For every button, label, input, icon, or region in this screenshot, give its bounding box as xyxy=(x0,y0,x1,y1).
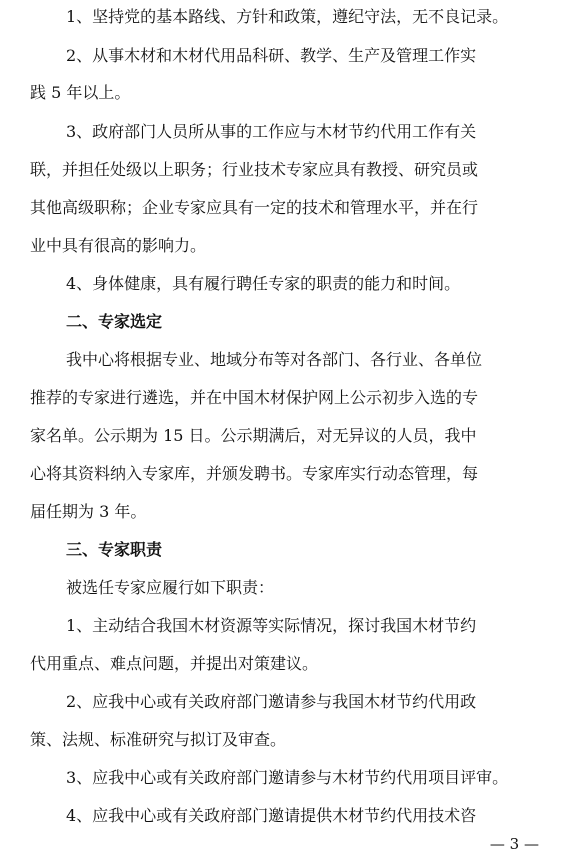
text-line: 践 5 年以上。 xyxy=(30,83,131,102)
text-line: 我中心将根据专业、地域分布等对各部门、各行业、各单位 xyxy=(66,350,483,369)
text-line: 策、法规、标准研究与拟订及审查。 xyxy=(30,730,287,749)
text-line: 代用重点、难点问题，并提出对策建议。 xyxy=(30,654,319,673)
text-line: 3、应我中心或有关政府部门邀请参与木材节约代用项目评审。 xyxy=(66,768,509,787)
section-heading: 二、专家选定 xyxy=(66,312,163,331)
text-line: 被选任专家应履行如下职责： xyxy=(66,578,275,597)
text-line: 届任期为 3 年。 xyxy=(30,502,147,521)
text-line: 2、从事木材和木材代用品科研、教学、生产及管理工作实 xyxy=(66,46,477,65)
text-line: 2、应我中心或有关政府部门邀请参与我国木材节约代用政 xyxy=(66,692,477,711)
page-number: — 3 — xyxy=(489,835,539,853)
text-line: 4、应我中心或有关政府部门邀请提供木材节约代用技术咨 xyxy=(66,806,477,825)
text-line: 家名单。公示期为 15 日。公示期满后，对无异议的人员，我中 xyxy=(30,426,477,445)
text-line: 其他高级职称；企业专家应具有一定的技术和管理水平，并在行 xyxy=(30,198,479,217)
text-line: 推荐的专家进行遴选，并在中国木材保护网上公示初步入选的专 xyxy=(30,388,479,407)
text-line: 联，并担任处级以上职务；行业技术专家应具有教授、研究员或 xyxy=(30,160,479,179)
text-line: 心将其资料纳入专家库，并颁发聘书。专家库实行动态管理，每 xyxy=(30,464,479,483)
text-line: 4、身体健康，具有履行聘任专家的职责的能力和时间。 xyxy=(66,274,461,293)
text-line: 1、坚持党的基本路线、方针和政策，遵纪守法，无不良记录。 xyxy=(66,7,509,26)
text-line: 1、主动结合我国木材资源等实际情况，探讨我国木材节约 xyxy=(66,616,477,635)
text-line: 3、政府部门人员所从事的工作应与木材节约代用工作有关 xyxy=(66,122,477,141)
text-line: 业中具有很高的影响力。 xyxy=(30,236,207,255)
section-heading: 三、专家职责 xyxy=(66,540,163,559)
